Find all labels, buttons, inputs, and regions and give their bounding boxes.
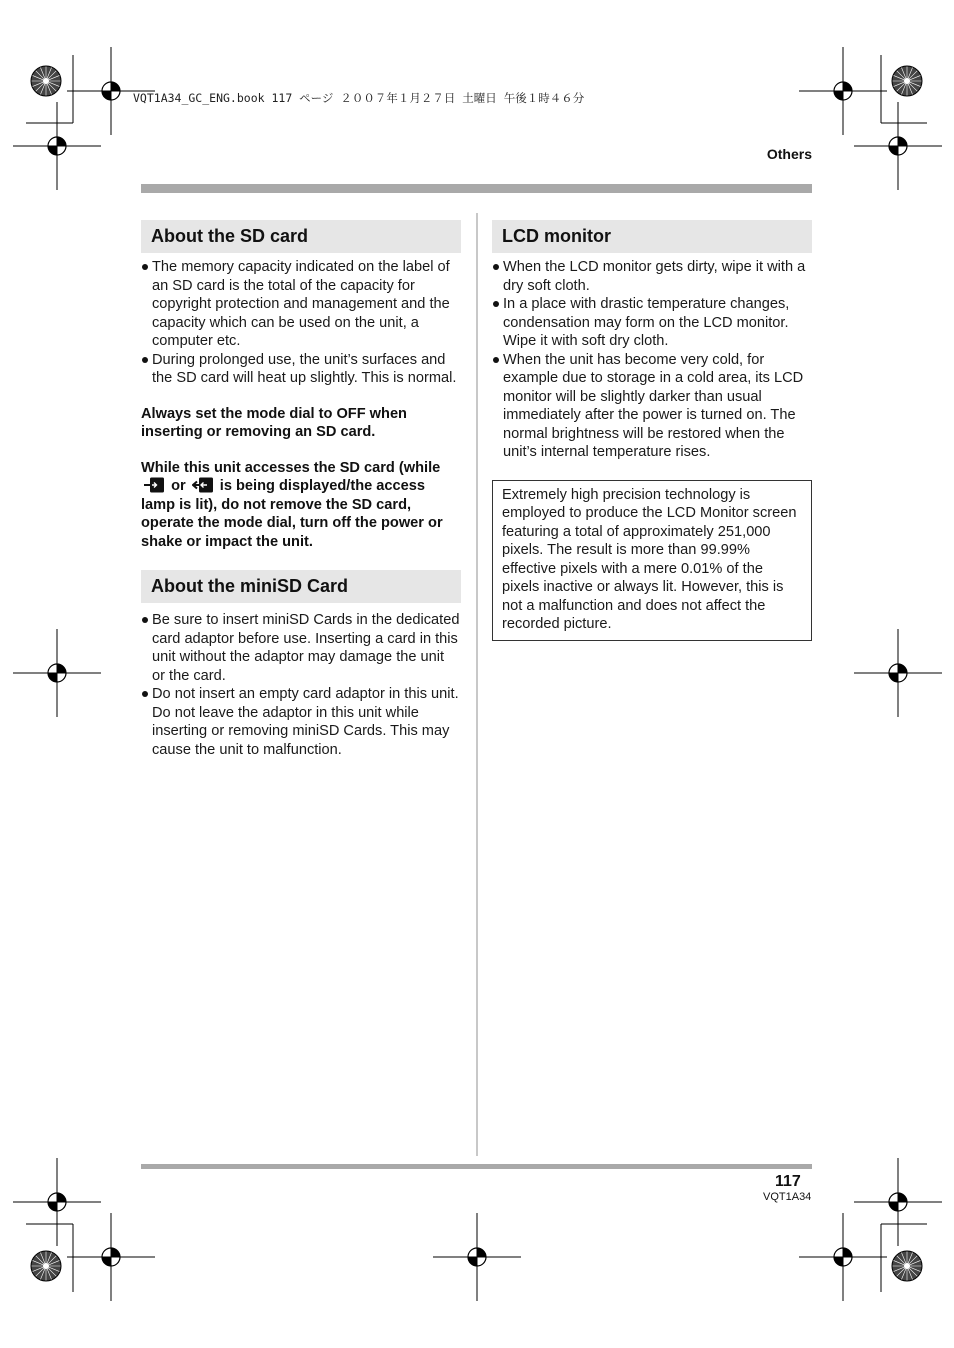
list-item: During prolonged use, the unit’s surfaces and the SD card will heat up slightly. This is normal. bbox=[141, 351, 461, 388]
list-item: Do not insert an empty card adaptor in this unit. Do not leave the adaptor in this unit while inserting or removing miniSD Cards. This may cause the unit to malfunction. bbox=[141, 685, 461, 759]
print-info-line: VQT1A34_GC_ENG.book 117 ページ ２００７年１月２７日 土曜日 午後１時４６分 bbox=[133, 91, 585, 105]
column-divider bbox=[476, 213, 478, 1156]
list-item: The memory capacity indicated on the label of an SD card is the total of the capacity for copyright protection and management and the capacity which can be used on the unit, a computer etc. bbox=[141, 258, 461, 351]
minisd-card-bullets bbox=[141, 611, 461, 759]
list-item: When the LCD monitor gets dirty, wipe it with a dry soft cloth. bbox=[492, 258, 812, 295]
lcd-pixel-note: Extremely high precision technology is employed to produce the LCD Monitor screen featuring a total of approximately 251,000 pixels. The result is more than 99.99% effective pixels with a mere 0.01% of the pixels inactive or always lit. However, this is not a malfunction and does not affect the recorded picture. bbox=[492, 480, 812, 641]
right-column bbox=[492, 220, 812, 641]
document-code: VQT1A34 bbox=[763, 1191, 812, 1203]
bottom-divider-bar bbox=[141, 1164, 812, 1169]
lcd-monitor-bullets bbox=[492, 258, 812, 462]
access-warning-text-2: is being displayed/the access lamp is lit), do not remove the SD card, operate the mode dial, turn off the power or shake or impact the unit. bbox=[141, 478, 443, 550]
access-warning bbox=[141, 459, 461, 552]
access-warning-text-1: While this unit accesses the SD card (while bbox=[141, 459, 441, 476]
mode-dial-warning: Always set the mode dial to OFF when inserting or removing an SD card. bbox=[141, 405, 407, 440]
section-label: Others bbox=[766, 146, 812, 162]
left-column bbox=[141, 220, 461, 759]
card-write-mode-icon bbox=[143, 477, 165, 493]
sd-card-bullets bbox=[141, 258, 461, 388]
top-divider-bar bbox=[141, 184, 812, 193]
sd-card-heading: About the SD card bbox=[141, 220, 461, 253]
card-read-mode-icon bbox=[192, 477, 214, 493]
minisd-card-heading: About the miniSD Card bbox=[141, 570, 461, 603]
list-item: In a place with drastic temperature changes, condensation may form on the LCD monitor. Wipe it with soft dry cloth. bbox=[492, 295, 812, 351]
list-item: Be sure to insert miniSD Cards in the dedicated card adaptor before use. Inserting a card in this unit without the adaptor may damage the unit or the card. bbox=[141, 611, 461, 685]
lcd-monitor-heading: LCD monitor bbox=[492, 220, 812, 253]
page-number: 117 bbox=[775, 1173, 801, 1190]
list-item: When the unit has become very cold, for example due to storage in a cold area, its LCD monitor will be slightly darker than usual immediately after the power is turned on. The normal brightness will be restored when the unit’s internal temperature rises. bbox=[492, 351, 812, 462]
access-warning-or: or bbox=[171, 478, 186, 494]
